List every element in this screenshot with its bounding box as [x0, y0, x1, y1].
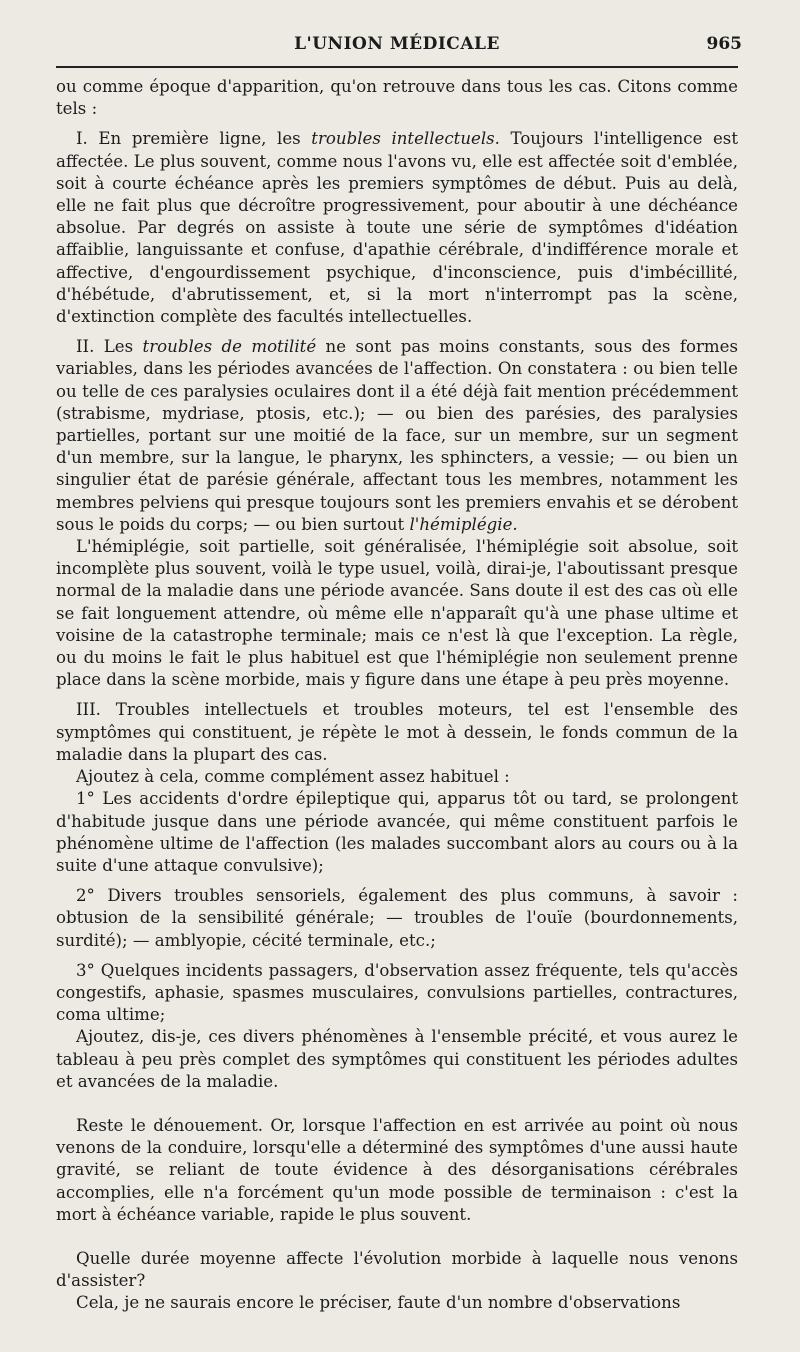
italic-text: troubles de motilité — [142, 337, 317, 357]
paragraph — [56, 336, 738, 536]
paragraph — [56, 885, 738, 952]
paragraph — [56, 76, 738, 120]
paragraph-text: I. En première ligne, les — [76, 129, 312, 149]
journal-title: L'UNION MÉDICALE — [294, 34, 500, 54]
header-rule — [56, 66, 738, 68]
paragraph-text: L'hémiplégie, soit partielle, soit généralisée, l'hémiplégie soit absolue, soit incomplète plus souvent, voilà le type usuel, voilà, dirai-je, l'aboutissant presque normal de la maladie dans une période avancée. Sans doute il est des cas où elle se fait longuement attendre, où même elle n'apparaît qu'à une phase ultime et voisine de la catastrophe terminale; mais ce n'est là que l'exception. La règle, ou du moins le fait le plus habituel est que l'hémiplégie non seulement prenne place dans la scène morbide, mais y figure dans une étape à peu près moyenne. — [56, 537, 738, 690]
paragraph — [56, 766, 738, 788]
paragraph — [56, 1026, 738, 1093]
paragraph-text: Reste le dénouement. Or, lorsque l'affection en est arrivée au point où nous venons de la conduire, lorsqu'elle a déterminé des symptômes d'une aussi haute gravité, se reliant de toute évidence à des désorganisations cérébrales accomplies, elle n'a forcément qu'un mode possible de terminaison : c'est la mort à échéance variable, rapide le plus souvent. — [56, 1115, 738, 1224]
paragraph — [56, 1248, 738, 1292]
paragraph-text: ne sont pas moins constants, sous des formes variables, dans les périodes avancées de l'affection. On constatera : ou bien telle ou telle de ces paralysies oculaires dont il a été déjà fait mention précédemment (strabisme, mydriase, ptosis, etc.); — ou bien des parésies, des paralysies partielles, portant sur une moitié de la face, sur un membre, sur un segment d'un membre, sur la langue, le pharynx, les sphincters, a vessie; — ou bien un singulier état de parésie générale, affectant tous les membres, notamment les membres pelviens qui presque toujours sont les premiers envahis et se dérobent sous le poids du corps; — ou bien surtout — [56, 337, 738, 534]
paragraph-text: ou comme époque d'apparition, qu'on retrouve dans tous les cas. Citons comme tels : — [56, 77, 738, 119]
italic-text: troubles intellectuels. — [311, 129, 500, 149]
paragraph-text: III. Troubles intellectuels et troubles moteurs, tel est l'ensemble des symptômes qui constituent, je répète le mot à dessein, le fonds commun de la maladie dans la plupart des cas. — [56, 700, 738, 764]
paragraph-text: 3° Quelques incidents passagers, d'observation assez fréquente, tels qu'accès congestifs, aphasie, spasmes musculaires, convulsions partielles, contractures, coma ultime; — [56, 960, 738, 1025]
italic-text: l'hémiplégie. — [409, 514, 518, 534]
paragraph-text: 1° Les accidents d'ordre épileptique qui, apparus tôt ou tard, se prolongent d'habitude jusque dans une période avancée, qui même constituent parfois le phénomène ultime de l'affection (les malades succombant alors au cours ou à la suite d'une attaque convulsive); — [56, 789, 738, 875]
paragraph — [56, 128, 738, 328]
paragraph — [56, 788, 738, 877]
running-header — [56, 30, 742, 66]
paragraph — [56, 699, 738, 766]
paragraph-text: Ajoutez, dis-je, ces divers phénomènes à l'ensemble précité, et vous aurez le tableau à peu près complet des symptômes qui constituent les périodes adultes et avancées de la maladie. — [56, 1027, 738, 1091]
paragraph-text: II. Les — [76, 337, 143, 357]
paragraph — [56, 960, 738, 1027]
paragraph-text: 2° Divers troubles sensoriels, également des plus communs, à savoir : obtusion de la sensibilité générale; — troubles de l'ouïe (bourdonnements, surdité); — amblyopie, cécité terminale, etc.; — [56, 886, 738, 950]
paragraph — [56, 1292, 738, 1314]
page-number: 965 — [706, 34, 742, 54]
paragraph-text: Quelle durée moyenne affecte l'évolution morbide à laquelle nous venons d'assister? — [56, 1248, 738, 1291]
paragraph-text: Ajoutez à cela, comme complément assez habituel : — [76, 767, 510, 787]
paragraph-text: Toujours l'intelligence est affectée. Le plus souvent, comme nous l'avons vu, elle est affectée soit d'emblée, soit à courte échéance après les premiers symptômes de début. Puis au delà, elle ne fait plus que décroître progressivement, pour aboutir à une déchéance absolue. Par degrés on assiste à toute une série de symptômes d'idéation affaiblie, languissante et confuse, d'apathie cérébrale, d'indifférence morale et affective, d'engourdissement psychique, d'inconscience, puis d'imbécillité, d'hébétude, d'abrutissement, et, si la mort n'interrompt pas la scène, d'extinction complète des facultés intellectuelles. — [56, 129, 738, 327]
article-body — [56, 76, 738, 1315]
paragraph-text: Cela, je ne saurais encore le préciser, faute d'un nombre d'observations — [76, 1293, 681, 1313]
paragraph — [56, 1115, 738, 1226]
paragraph — [56, 536, 738, 691]
